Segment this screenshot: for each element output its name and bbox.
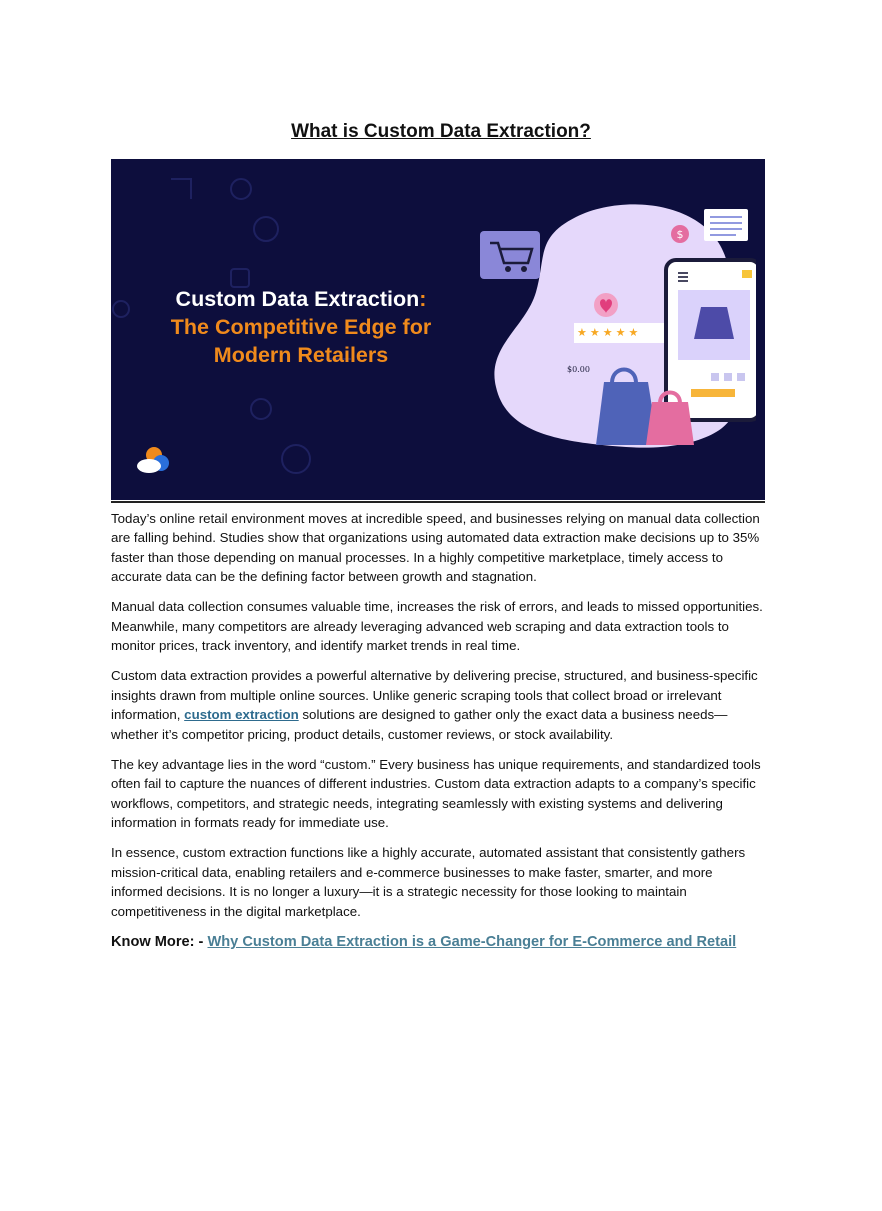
know-more-label: Know More: - <box>111 933 208 950</box>
hero-headline <box>141 285 461 369</box>
hero-title: Custom Data Extraction <box>175 287 420 311</box>
hero-subtitle-line-2: Modern Retailers <box>213 343 389 367</box>
rating-stars: ★★★★★ <box>577 327 642 339</box>
page-title: What is Custom Data Extraction? <box>291 121 591 142</box>
custom-extraction-link[interactable]: custom extraction <box>184 707 299 723</box>
chat-bubble-icon <box>704 209 748 241</box>
image-border-rule <box>111 501 765 503</box>
product-price: $0.00 <box>567 365 590 374</box>
hero-banner-image <box>111 159 765 500</box>
hero-title-colon: : <box>419 287 427 311</box>
paragraph-5: In essence, custom extraction functions like a highly accurate, automated assistant that consistently gathers mission-critical data, enabling retailers and e-commerce businesses to make faster, smarter, and more informed decisions. It is no longer a luxury—it is a strategic necessity for those looking to maintain competitiveness in the digital marketplace. <box>111 845 746 919</box>
hero-subtitle-line-1: The Competitive Edge for <box>170 315 432 339</box>
paragraph-1: Today’s online retail environment moves at incredible speed, and businesses relying on manual data collection are falling behind. Studies show that organizations using automated data extraction make decisions up to 35% faster than those depending on manual processes. In a highly competitive marketplace, timely access to accurate data can be the defining factor between growth and stagnation. <box>111 511 760 585</box>
paragraph-4: The key advantage lies in the word “custom.” Every business has unique requirements, and standardized tools often fail to capture the nuances of different industries. Custom data extraction adapts to a company’s specific workflows, competitors, and strategic needs, integrating seamlessly with existing systems and delivering information in formats ready for immediate use. <box>111 756 761 831</box>
paragraph-3 <box>111 666 767 744</box>
brand-cloud-logo <box>135 445 175 475</box>
paragraph-3-text-before: Custom data extraction provides a powerful alternative by delivering precise, structured, and business-specific insights drawn from multiple online sources. Unlike generic scraping tools that collect broad or irrelevant information, <box>111 668 758 723</box>
paragraph-2: Manual data collection consumes valuable time, increases the risk of errors, and leads to missed opportunities. Meanwhile, many competitors are already leveraging advanced web scraping and data extraction tools to monitor prices, track inventory, and identify market trends in real time. <box>111 599 763 654</box>
svg-text:$: $ <box>676 228 684 241</box>
article-body <box>111 509 767 952</box>
paragraph-3-text-after: solutions are designed to gather only the exact data a business needs—whether it’s competitor pricing, product details, customer reviews, or stock availability. <box>111 707 728 742</box>
know-more-line <box>111 933 767 952</box>
know-more-link[interactable]: Why Custom Data Extraction is a Game-Changer for E-Commerce and Retail <box>207 933 737 950</box>
